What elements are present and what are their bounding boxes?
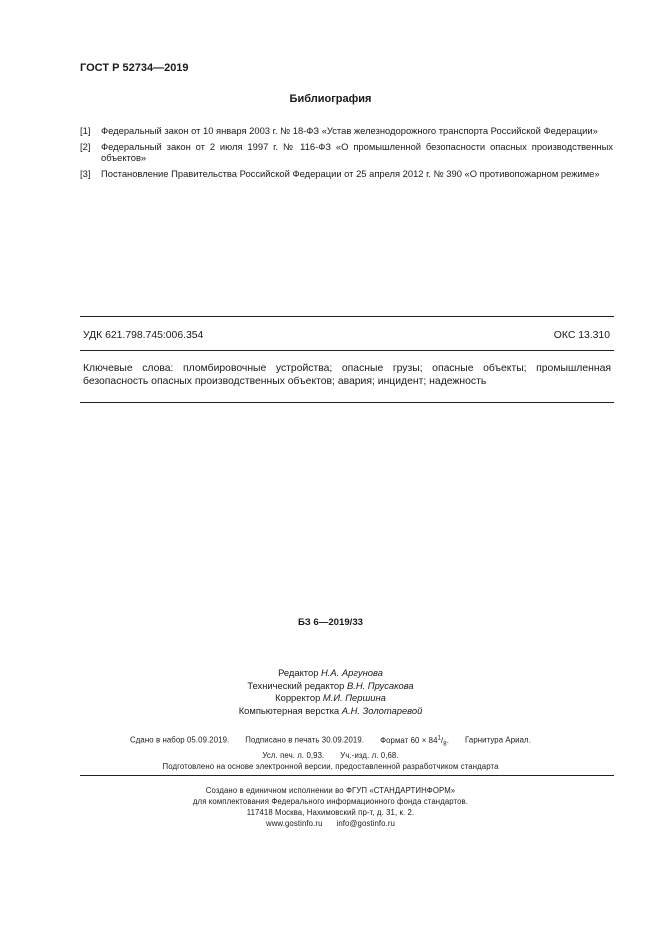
credits-line: Создано в единичном исполнении во ФГУП «СТАНДАРТИНФОРМ» [205,786,456,795]
bibliography-item [80,168,613,179]
editor-line [0,667,661,680]
oks-code: ОКС 13.310 [553,330,610,341]
divider-bottom [80,402,614,403]
editor-line [0,680,661,693]
keywords: Ключевые слова: пломбировочные устройства; опасные грузы; опасные объекты; промышленная безопасность опасных производственных объектов; авария; инцидент; надежность [83,363,611,387]
print-sheets: Усл. печ. л. 0,93. [262,751,325,761]
editor-name: Н.А. Аргунова [321,667,383,678]
credits-line: 117418 Москва, Нахимовский пр-т, д. 31, к. 2. [246,808,415,817]
bibliography-item-text: Постановление Правительства Российской Федерации от 25 апреля 2012 г. № 390 «О противопожарном режиме» [101,168,600,179]
email-link[interactable]: info@gostinfo.ru [336,819,396,828]
divider-footer [80,775,614,776]
publishing-line [0,733,661,750]
divider-top [80,316,614,317]
editor-role: Компьютерная верстка [238,704,340,716]
credits-line: для комплектования Федерального информационного фонда стандартов. [192,797,469,806]
udc-code: УДК 621.798.745:006.354 [83,330,204,341]
submitted-date: Сдано в набор 05.09.2019. [130,735,230,745]
typeface: Гарнитура Ариал. [465,735,531,745]
website-link[interactable]: www.gostinfo.ru [265,819,323,828]
editor-role: Технический редактор [247,679,345,691]
standard-number: ГОСТ Р 52734—2019 [80,62,189,74]
bibliography-list [80,125,613,184]
bz-number: БЗ 6—2019/33 [297,617,364,628]
prepared-note: Подготовлено на основе электронной версии, предоставленной разработчиком стандарта [162,762,499,772]
paper-format: Формат $60 \times 84^1/_8$. [380,735,449,748]
contacts-line [0,818,661,829]
editor-name: М.И. Першина [322,692,386,703]
divider-middle [80,350,614,351]
bibliography-item [80,141,613,163]
publishing-line [0,750,661,761]
editor-line [0,705,661,718]
publisher-credits [0,785,661,829]
editor-name: В.Н. Прусакова [346,679,414,691]
editor-line [0,692,661,705]
publication-sheets: Уч.-изд. л. 0,68. [340,751,399,761]
editor-role: Корректор [275,692,321,703]
bibliography-item [80,125,613,136]
editors-block [0,667,661,717]
editor-role: Редактор [278,667,319,678]
bibliography-title: Библиография [289,93,372,105]
editor-name: А.Н. Золотаревой [341,704,423,716]
bibliography-item-number: [3] [80,168,91,179]
bibliography-item-number: [2] [80,141,91,152]
bibliography-item-text: Федеральный закон от 2 июля 1997 г. № 116-ФЗ «О промышленной безопасности опасных производственных объектов» [101,141,613,163]
signed-date: Подписано в печать 30.09.2019. [245,735,365,745]
publishing-info [0,733,661,772]
bibliography-item-number: [1] [80,125,91,136]
bibliography-item-text: Федеральный закон от 10 января 2003 г. № 18-ФЗ «Устав железнодорожного транспорта Российской Федерации» [101,125,598,136]
